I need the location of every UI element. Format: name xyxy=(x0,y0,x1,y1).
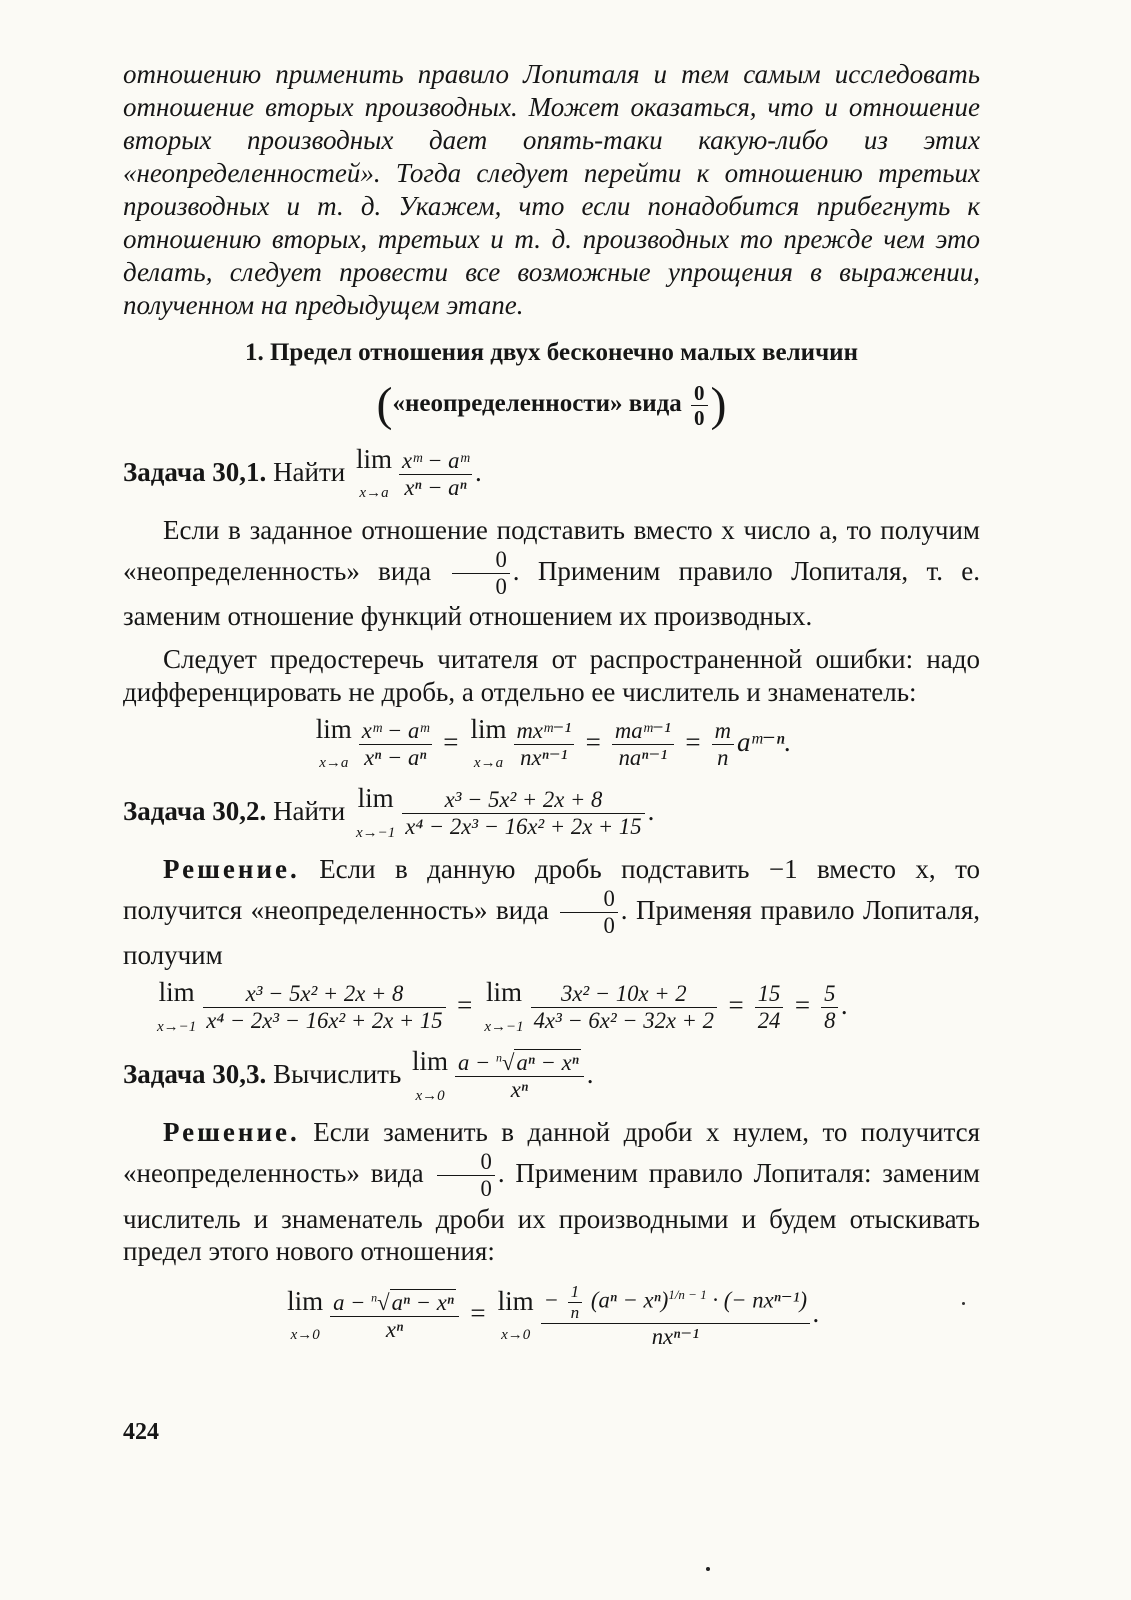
zero-over-zero-1: $\frac{0}{0}$ xyxy=(452,547,509,600)
print-speck xyxy=(962,1302,965,1305)
task-1-label: Задача 30,1. xyxy=(123,456,267,487)
task-3-statement: Задача 30,3. Вычислить lim x→0 $\frac{a - ^n√a^n - x^n}{\text{xⁿ}}$ . xyxy=(123,1046,594,1104)
task-2-fraction: $\frac{\text{x³ − 5x² + 2x + 8}}{\text{x⁴ − 2x³ − 16x² + 2x + 15}}$ xyxy=(402,787,644,840)
subtitle-text: «неопределенности» вида xyxy=(392,390,682,418)
subtitle-fraction: $\frac{0}{0}$ xyxy=(691,381,708,430)
task-1-verb: Найти xyxy=(273,456,346,487)
task-2-solution: Решение. Если в данную дробь подставить −1 вместо x, то получится «неопределенность» вида $\frac{0}{0}$ . Применяя правило Лопиталя, получим xyxy=(123,854,981,971)
page-number: 424 xyxy=(123,1419,159,1445)
print-speck-bottom xyxy=(706,1567,710,1571)
section-subtitle xyxy=(123,376,980,435)
task-2-equation: lim x→−1 $\frac{\text{x³ − 5x² + 2x + 8}}{\text{x⁴ − 2x³ − 16x² + 2x + 15}}$ = lim x→−1 $\frac{\text{3x² − 10x + 2}}{\text{4x³ − 6x² − 32x + 2}}$ = $\frac{15}{24}$ = $\frac{5}{8}$ . xyxy=(157,977,849,1035)
task-2-statement: Задача 30,2. Найти lim x→−1 $\frac{\text{x³ − 5x² + 2x + 8}}{\text{x⁴ − 2x³ − 16x² + 2x + 15}}$ . xyxy=(123,782,655,841)
solution-label-2: Решение. xyxy=(163,854,300,885)
task-3-label: Задача 30,3. xyxy=(123,1059,267,1090)
intro-paragraph: отношению применить правило Лопиталя и тем самым исследовать отношение вторых производных. Может оказаться, что и отношение вторых производных дает опять-таки какую-либо из этих «неопределенностей». Тогда следует перейти к отношению третьих производных и т. д. Укажем, что если понадобится прибегнуть к отношению вторых, третьих и т. д. производных то прежде чем это делать, следует провести все возможные упрощения в выражении, полученном на предыдущем этапе. xyxy=(123,59,980,320)
left-paren: ( xyxy=(376,378,393,431)
task-3-solution: Решение. Если заменить в данной дроби x нулем, то получится «неопределенность» вида $\frac{0}{0}$ . Применим правило Лопиталя: заменим числитель и знаменатель дроби их производными и будем отыскивать предел этого нового отношения: xyxy=(123,1117,981,1267)
task-1-equation: lim x→a $\frac{\text{xᵐ − aᵐ}}{\text{xⁿ − aⁿ}}$ = lim x→a $\frac{\text{mxᵐ⁻¹}}{\text{nxⁿ⁻¹}}$ = $\frac{\text{maᵐ⁻¹}}{\text{naⁿ⁻¹}}$ = $\frac{m}{n}$ aᵐ⁻ⁿ. xyxy=(315,713,792,772)
task-1-paragraph-1: Если в заданное отношение подставить вместо x число a, то получим «неопределенность» вида $\frac{0}{0}$ . Применим правило Лопиталя, т. е. заменим отношение функций отношением их производных. xyxy=(123,514,981,631)
task-1-lim: lim x→a xyxy=(356,443,393,502)
task-2-label: Задача 30,2. xyxy=(123,795,267,826)
right-paren: ) xyxy=(710,378,727,431)
section-title: 1. Предел отношения двух бесконечно малых величин xyxy=(244,338,858,366)
task-3-equation: lim x→0 $\frac{a - ^n√a^n - x^n}{\text{xⁿ}}$ = lim x→0 − $\frac{1}{n}$ $(a^n - x^n)^{1/n - 1}$ · (− nxⁿ⁻¹) nxⁿ⁻¹ . xyxy=(287,1282,820,1349)
zero-over-zero-3: $\frac{0}{0}$ xyxy=(437,1149,494,1202)
task-1-statement: Задача 30,1. Найти lim x→a $\frac{\text{xᵐ − aᵐ}}{\text{xⁿ − aⁿ}}$ . xyxy=(123,445,980,504)
zero-over-zero-2: $\frac{0}{0}$ xyxy=(560,886,617,939)
solution-label-3: Решение. xyxy=(163,1117,300,1148)
task-3-fraction: $\frac{a - ^n√a^n - x^n}{\text{xⁿ}}$ xyxy=(455,1050,584,1103)
task-1-paragraph-2: Следует предостеречь читателя от распространенной ошибки: надо дифференцировать не дробь, а отдельно ее числитель и знаменатель: xyxy=(123,643,980,707)
task-1-fraction: $\frac{\text{xᵐ − aᵐ}}{\text{xⁿ − aⁿ}}$ xyxy=(399,448,472,501)
page-body xyxy=(123,58,980,1356)
